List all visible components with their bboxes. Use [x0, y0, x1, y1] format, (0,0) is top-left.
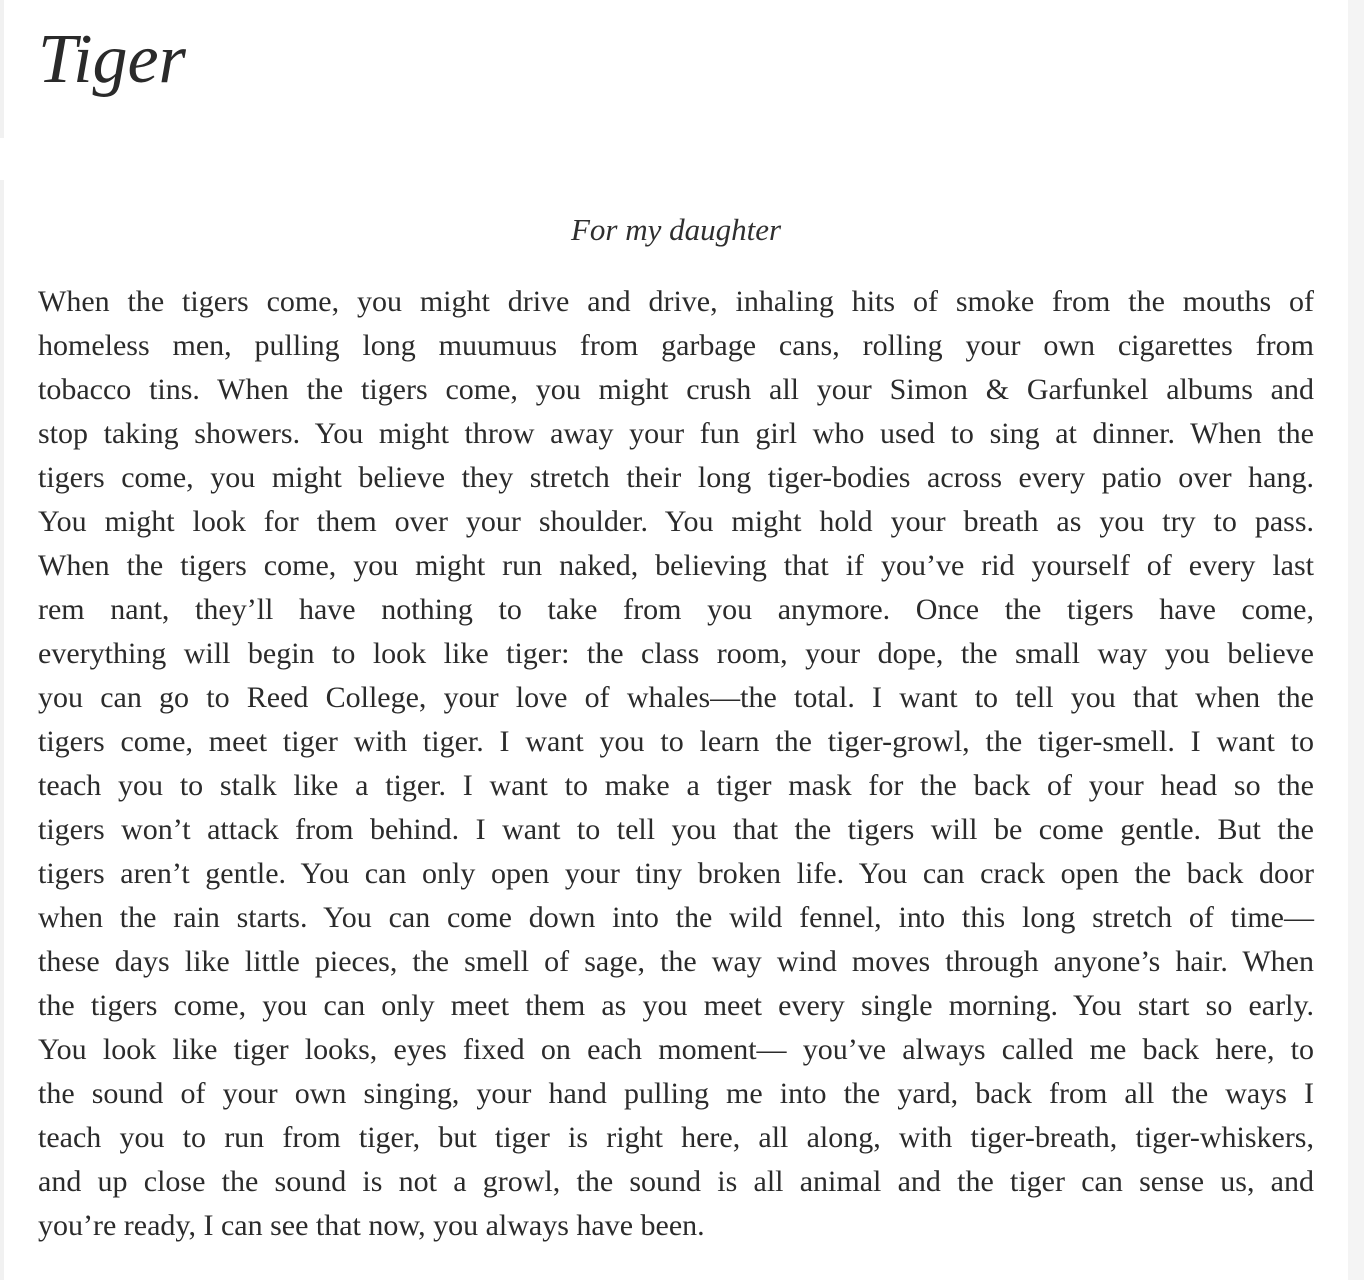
left-edge-divider-top — [0, 0, 4, 138]
poem-title: Tiger — [38, 21, 186, 98]
poem-line: tigers won’t attack from behind. I want to tell you that the tigers will be come gentle. But the — [38, 813, 1314, 846]
left-edge-divider-bottom — [0, 180, 4, 1280]
poem-line: the sound of your own singing, your hand pulling me into the yard, back from all the ways I — [38, 1077, 1314, 1110]
poem-line: everything will begin to look like tiger: the class room, your dope, the small way you believe — [38, 637, 1314, 670]
poem-line: tigers aren’t gentle. You can only open your tiny broken life. You can crack open the back door — [38, 857, 1314, 890]
poem-line: You might look for them over your shoulder. You might hold your breath as you try to pass. — [38, 505, 1314, 538]
poem-line: When the tigers come, you might drive and drive, inhaling hits of smoke from the mouths of — [38, 285, 1314, 318]
dedication: For my daughter — [570, 212, 782, 247]
poem-line: teach you to run from tiger, but tiger is right here, all along, with tiger-breath, tiger-whiskers, — [38, 1121, 1314, 1154]
poem-line: stop taking showers. You might throw away your fun girl who used to sing at dinner. When the — [38, 417, 1314, 450]
poem-line: and up close the sound is not a growl, the sound is all animal and the tiger can sense us, and — [38, 1165, 1314, 1198]
poem-line: the tigers come, you can only meet them as you meet every single morning. You start so early. — [38, 989, 1314, 1022]
poem-line: You look like tiger looks, eyes fixed on each moment— you’ve always called me back here, to — [38, 1033, 1314, 1066]
poem-line: rem nant, they’ll have nothing to take from you anymore. Once the tigers have come, — [38, 593, 1314, 626]
poem-line: you can go to Reed College, your love of whales—the total. I want to tell you that when the — [38, 681, 1314, 714]
poem-line: when the rain starts. You can come down into the wild fennel, into this long stretch of time— — [38, 901, 1314, 934]
poem-line: these days like little pieces, the smell of sage, the way wind moves through anyone’s hair. When — [38, 945, 1314, 978]
poem-line-last: you’re ready, I can see that now, you always have been. — [38, 1209, 705, 1242]
poem-line: When the tigers come, you might run naked, believing that if you’ve rid yourself of every last — [38, 549, 1314, 582]
poem-line: homeless men, pulling long muumuus from garbage cans, rolling your own cigarettes from — [38, 329, 1314, 362]
poem-body — [38, 280, 1314, 1248]
poem-line: tigers come, you might believe they stretch their long tiger-bodies across every patio over hang. — [38, 461, 1314, 494]
poem-line: tobacco tins. When the tigers come, you might crush all your Simon & Garfunkel albums and — [38, 373, 1314, 406]
poem-line: tigers come, meet tiger with tiger. I want you to learn the tiger-growl, the tiger-smell. I want to — [38, 725, 1314, 758]
poem-line: teach you to stalk like a tiger. I want to make a tiger mask for the back of your head so the — [38, 769, 1314, 802]
